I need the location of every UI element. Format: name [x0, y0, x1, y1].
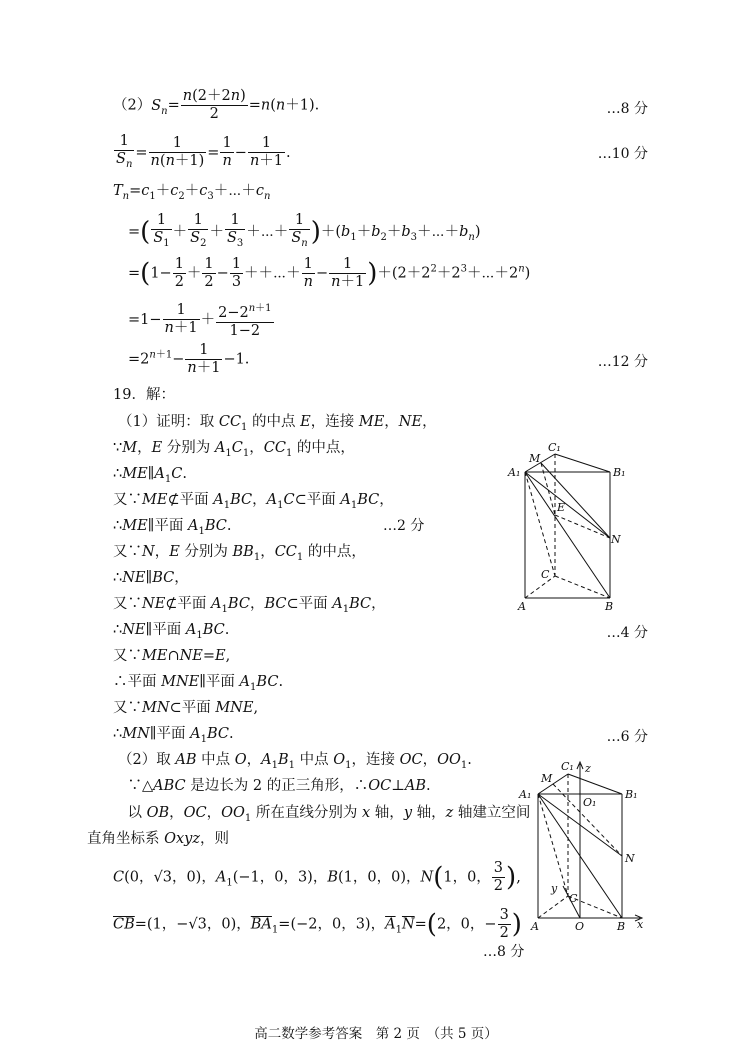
label-E: E — [557, 501, 566, 514]
p1-line9: ∴NE∥平面 $A_1BC$. — [113, 622, 230, 641]
prism-figure-1 — [505, 440, 635, 615]
p2-line1: （2）取 AB 中点 O，$A_1B_1$ 中点 $O_1$，连接 OC，$OO_1$. — [118, 752, 472, 771]
tn-step2: =(1− $\frac{1}{2}$ ＋ $\frac{1}{2}$ − $\frac{1}{3}$ ＋＋⋯＋ $\frac{1}{n}$ − $\frac{1}{n+1}$ )$+(2+2^2+2^3+\cdots+2^n)$ — [128, 256, 531, 290]
p1-line10: 又∵ME∩NE=E, — [113, 648, 231, 664]
label-B: B — [605, 600, 614, 613]
p1-line2: ∵M，E 分别为 $A_1C_1$，$CC_1$ 的中点， — [113, 440, 355, 459]
label-B1: B₁ — [613, 466, 626, 479]
score-8b: …8 分 — [483, 944, 525, 960]
label2-A: A — [531, 920, 539, 933]
part-label: （2） — [113, 97, 152, 114]
p1-line8: 又∵NE⊄平面 $A_1BC$，BC⊂平面 $A_1BC$， — [113, 596, 386, 615]
label2-O1: O₁ — [583, 796, 597, 809]
prism-figure-2 — [505, 756, 650, 936]
label2-N: N — [625, 852, 635, 865]
score-6: …6 分 — [606, 729, 648, 745]
label2-O: O — [575, 920, 585, 933]
label2-C: C — [569, 892, 578, 905]
p1-line6: 又∵N，E 分别为 $BB_1$，$CC_1$ 的中点， — [113, 544, 366, 563]
vectors-line: $\overline{CB}=(1$，−√3，0)，$\overline{BA}_1=(-2$，0，3)，$\overline{A}_1\overline{N}=(2$，0，− $\frac{3}{2}$ ) — [113, 907, 522, 941]
score-4: …4 分 — [606, 625, 648, 641]
tn-def-line: $T_n=c_1+c_2+c_3+\cdots+c_n$ — [113, 183, 271, 202]
label2-x: x — [637, 918, 644, 931]
p1-line12: 又∵MN⊂平面 MNE, — [113, 700, 259, 716]
label2-M: M — [541, 772, 553, 785]
label-M: M — [529, 452, 541, 465]
score-2: …2 分 — [383, 518, 425, 534]
p2-line4: 直角坐标系 Oxyz，则 — [87, 831, 230, 847]
p2-line3: 以 OB，OC，$OO_1$ 所在直线分别为 x 轴，y 轴，z 轴建立空间 — [113, 805, 531, 824]
question-19-heading: 19．解： — [113, 387, 175, 403]
label2-B1: B₁ — [625, 788, 638, 801]
label2-B: B — [617, 920, 626, 933]
p1-intro: （1）证明：取 $CC_1$ 的中点 E，连接 ME，NE， — [118, 414, 437, 433]
p1-line13: ∴MN∥平面 $A_1BC$. — [113, 726, 234, 745]
p1-line3: $\therefore ME\parallel A_1C$. — [113, 466, 187, 485]
score-10: …10 分 — [597, 146, 648, 162]
p1-line4: 又∵ME⊄平面 $A_1BC$，$A_1C\subset$平面 $A_1BC$， — [113, 492, 394, 511]
label-A1: A₁ — [508, 466, 521, 479]
p2-line2: ∵△ABC 是边长为 2 的正三角形，∴OC⊥AB. — [113, 778, 431, 794]
p1-line7: ∴NE∥BC， — [113, 570, 189, 586]
coords-line: C(0，√3，0)，$A_1(-1$，0，3)，B(1，0，0)，N(1，0， $\frac{3}{2}$ ), — [113, 860, 521, 894]
tn-step3: =1− $\frac{1}{n+1}$ ＋ $\frac{2-2^{n+1}}{1-2}$ — [128, 300, 275, 340]
label2-z: z — [585, 762, 591, 775]
p1-line11: ∴平面 MNE∥平面 $A_1BC$. — [113, 674, 284, 693]
label-C1: C₁ — [548, 441, 561, 454]
label-C: C — [541, 568, 550, 581]
label-N: N — [611, 533, 621, 546]
sn-formula-line: $(2)S_n=$ $\frac{n(2+2n)}{2}$ =n(n＋1). — [113, 88, 320, 122]
reciprocal-sn-line: $\frac{1}{S_n}$ = $\frac{1}{n(n+1)}$ = $\frac{1}{n}$ − $\frac{1}{n+1}$ . — [116, 133, 291, 170]
score-8: …8 分 — [606, 101, 648, 117]
score-12: …12 分 — [597, 354, 648, 370]
label-A: A — [518, 600, 526, 613]
label2-C1: C₁ — [561, 760, 574, 773]
label2-y: y — [551, 882, 558, 895]
page-footer: 高二数学参考答案 第 2 页 （共 5 页） — [254, 1026, 498, 1042]
label2-A1: A₁ — [519, 788, 532, 801]
tn-result: $=2^{n+1}-$ $\frac{1}{n+1}$ −1. — [128, 342, 250, 376]
p1-line5: ∴ME∥平面 $A_1BC$. — [113, 518, 232, 537]
tn-step1: =( $\frac{1}{S_1}$ ＋ $\frac{1}{S_2}$ ＋ $\frac{1}{S_3}$ ＋⋯＋ $\frac{1}{S_n}$ )$+(b_1+b_2+b_3+\cdots+b_n)$ — [128, 212, 481, 249]
